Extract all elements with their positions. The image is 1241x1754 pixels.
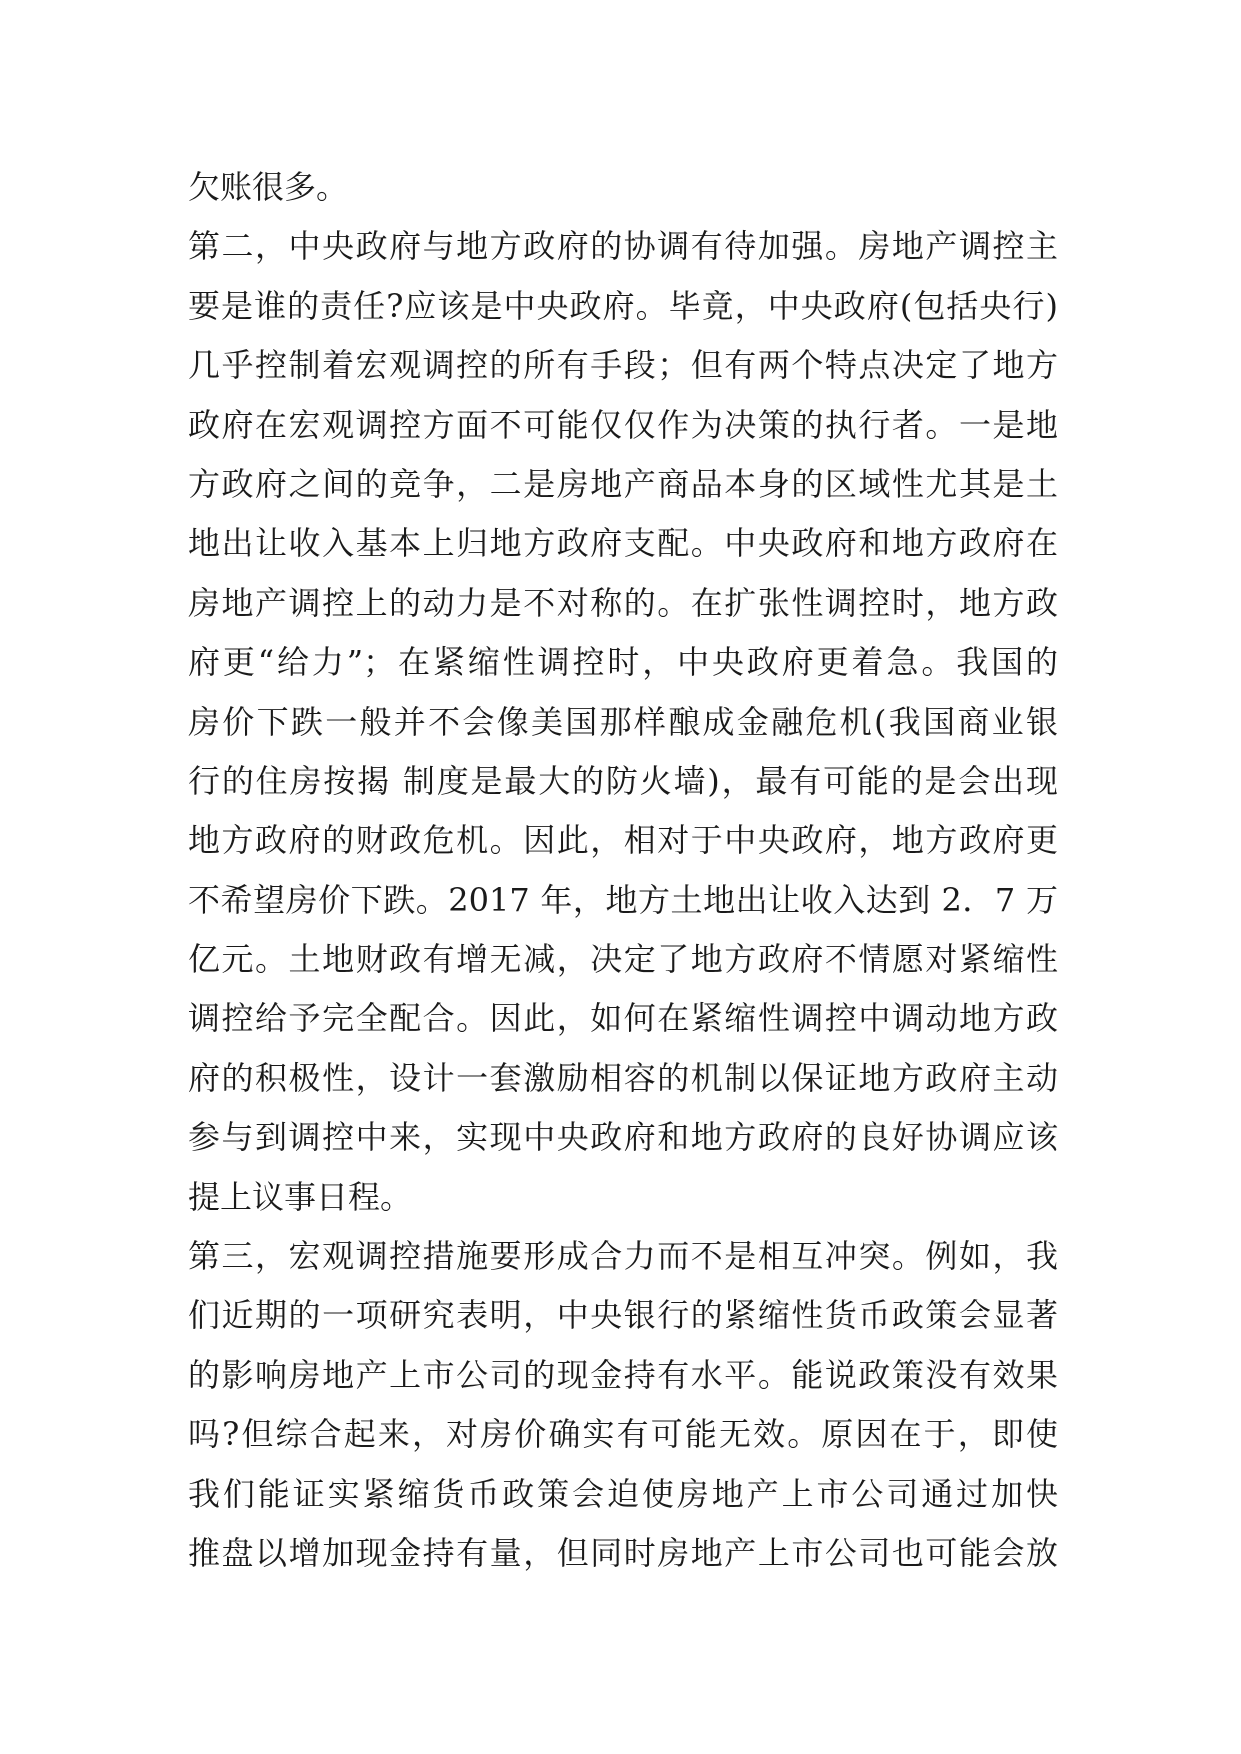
text-line: 们近期的一项研究表明，中央银行的紧缩性货币政策会显著 [188, 1296, 1058, 1335]
text-line: 参与到调控中来，实现中央政府和地方政府的良好协调应该 [188, 1118, 1058, 1157]
text-line: 政府在宏观调控方面不可能仅仅作为决策的执行者。一是地 [188, 405, 1058, 444]
text-line: 调控给予完全配合。因此，如何在紧缩性调控中调动地方政 [188, 999, 1058, 1038]
text-line: 第三，宏观调控措施要形成合力而不是相互冲突。例如，我 [188, 1237, 1058, 1276]
text-line: 第二，中央政府与地方政府的协调有待加强。房地产调控主 [188, 227, 1058, 266]
text-line: 不希望房价下跌。2017 年，地方土地出让收入达到 2．7 万 [188, 880, 1058, 919]
body-text [188, 158, 1058, 1583]
text-line: 亿元。土地财政有增无减，决定了地方政府不情愿对紧缩性 [188, 940, 1058, 979]
text-line: 地出让收入基本上归地方政府支配。中央政府和地方政府在 [188, 524, 1058, 563]
text-line: 我们能证实紧缩货币政策会迫使房地产上市公司通过加快 [188, 1474, 1058, 1513]
text-line: 推盘以增加现金持有量，但同时房地产上市公司也可能会放 [188, 1533, 1058, 1572]
text-line: 方政府之间的竞争，二是房地产商品本身的区域性尤其是土 [188, 464, 1058, 503]
text-line: 几乎控制着宏观调控的所有手段；但有两个特点决定了地方 [188, 346, 1058, 385]
text-line: 的影响房地产上市公司的现金持有水平。能说政策没有效果 [188, 1355, 1058, 1394]
text-line: 吗?但综合起来，对房价确实有可能无效。原因在于，即使 [188, 1415, 1058, 1454]
text-line: 行的住房按揭 制度是最大的防火墙)，最有可能的是会出现 [188, 761, 1058, 800]
text-line: 欠账很多。 [188, 168, 349, 206]
text-line: 提上议事日程。 [188, 1177, 413, 1216]
text-line: 房价下跌一般并不会像美国那样酿成金融危机(我国商业银 [188, 702, 1058, 741]
text-line: 要是谁的责任?应该是中央政府。毕竟，中央政府(包括央行) [188, 286, 1058, 325]
text-line: 地方政府的财政危机。因此，相对于中央政府，地方政府更 [188, 821, 1058, 860]
text-line: 府更“给力”；在紧缩性调控时，中央政府更着急。我国的 [188, 643, 1058, 682]
text-line: 府的积极性，设计一套激励相容的机制以保证地方政府主动 [188, 1058, 1058, 1097]
text-line: 房地产调控上的动力是不对称的。在扩张性调控时，地方政 [188, 583, 1058, 622]
